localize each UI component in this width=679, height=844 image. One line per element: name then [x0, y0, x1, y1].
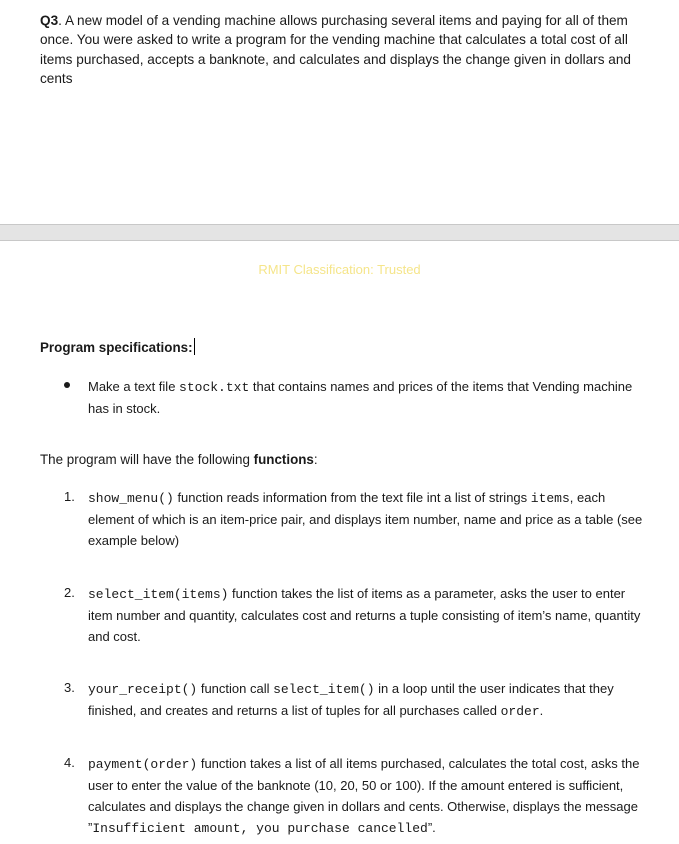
inline-code: select_item(): [273, 682, 375, 697]
list-item-number: 4.: [64, 755, 75, 770]
list-item: [88, 678, 648, 722]
function-name-code: your_receipt(): [88, 682, 198, 697]
spec-bullet-pre: Make a text file: [88, 379, 180, 394]
list-item-text: .: [539, 703, 544, 718]
question-label: Q3: [40, 13, 59, 28]
functions-intro-pre: The program will have the following: [40, 452, 254, 467]
function-name-code: select_item(items): [88, 587, 229, 602]
list-item: [88, 753, 648, 839]
list-item-text: function call: [197, 681, 274, 696]
spec-bullet-code: stock.txt: [179, 380, 250, 395]
list-item-number: 1.: [64, 489, 75, 504]
spec-heading-text: Program specifications:: [40, 340, 193, 355]
list-item-number: 2.: [64, 585, 75, 600]
functions-intro-bold: functions: [253, 452, 314, 467]
bullet-icon: [64, 382, 70, 388]
list-item-text: function takes the list of items as a parameter, asks the user to enter item number and quantity, calculates cost and returns a tuple consisting of item’s name, quantity and cost.: [88, 586, 641, 644]
spec-bullet-post: that contains names and prices of the items that Vending machine has in stock.: [88, 379, 633, 416]
list-item: [88, 583, 648, 647]
spec-bullet-text: [88, 376, 648, 419]
classification-label: RMIT Classification: Trusted: [258, 262, 421, 277]
list-item-text: , each element of which is an item-price pair, and displays item number, name and price as a table (see example below): [88, 490, 643, 548]
list-item: [88, 487, 648, 551]
spec-heading[interactable]: [40, 338, 195, 355]
inline-code: order: [500, 704, 540, 719]
function-name-code: show_menu(): [88, 491, 174, 506]
functions-intro: [40, 452, 318, 467]
functions-intro-post: :: [313, 452, 318, 467]
list-item-text: function takes a list of all items purchased, calculates the total cost, asks the user to enter the value of the banknote (10, 20, 50 or 100). If the amount entered is sufficient, calculates and displays the change given in dollars and cents. Otherwise, displays the message ”: [88, 756, 640, 835]
list-item-number: 3.: [64, 680, 75, 695]
list-item-text: ”.: [427, 820, 436, 835]
inline-code: Insufficient amount, you purchase cancelled: [92, 821, 428, 836]
list-item-text: function reads information from the text file int a list of strings: [173, 490, 531, 505]
question-body: . A new model of a vending machine allows purchasing several items and paying for all of them once. You were asked to write a program for the vending machine that calculates a total cost of all items purchased, accepts a banknote, and calculates and displays the change given in dollars and cents: [40, 13, 631, 86]
page-break: [0, 224, 679, 241]
question-text: [40, 11, 650, 88]
function-name-code: payment(order): [88, 757, 198, 772]
inline-code: items: [530, 491, 570, 506]
text-cursor: [194, 338, 195, 355]
list-item-text: in a loop until the user indicates that they finished, and creates and returns a list of tuples for all purchases called: [88, 681, 614, 718]
